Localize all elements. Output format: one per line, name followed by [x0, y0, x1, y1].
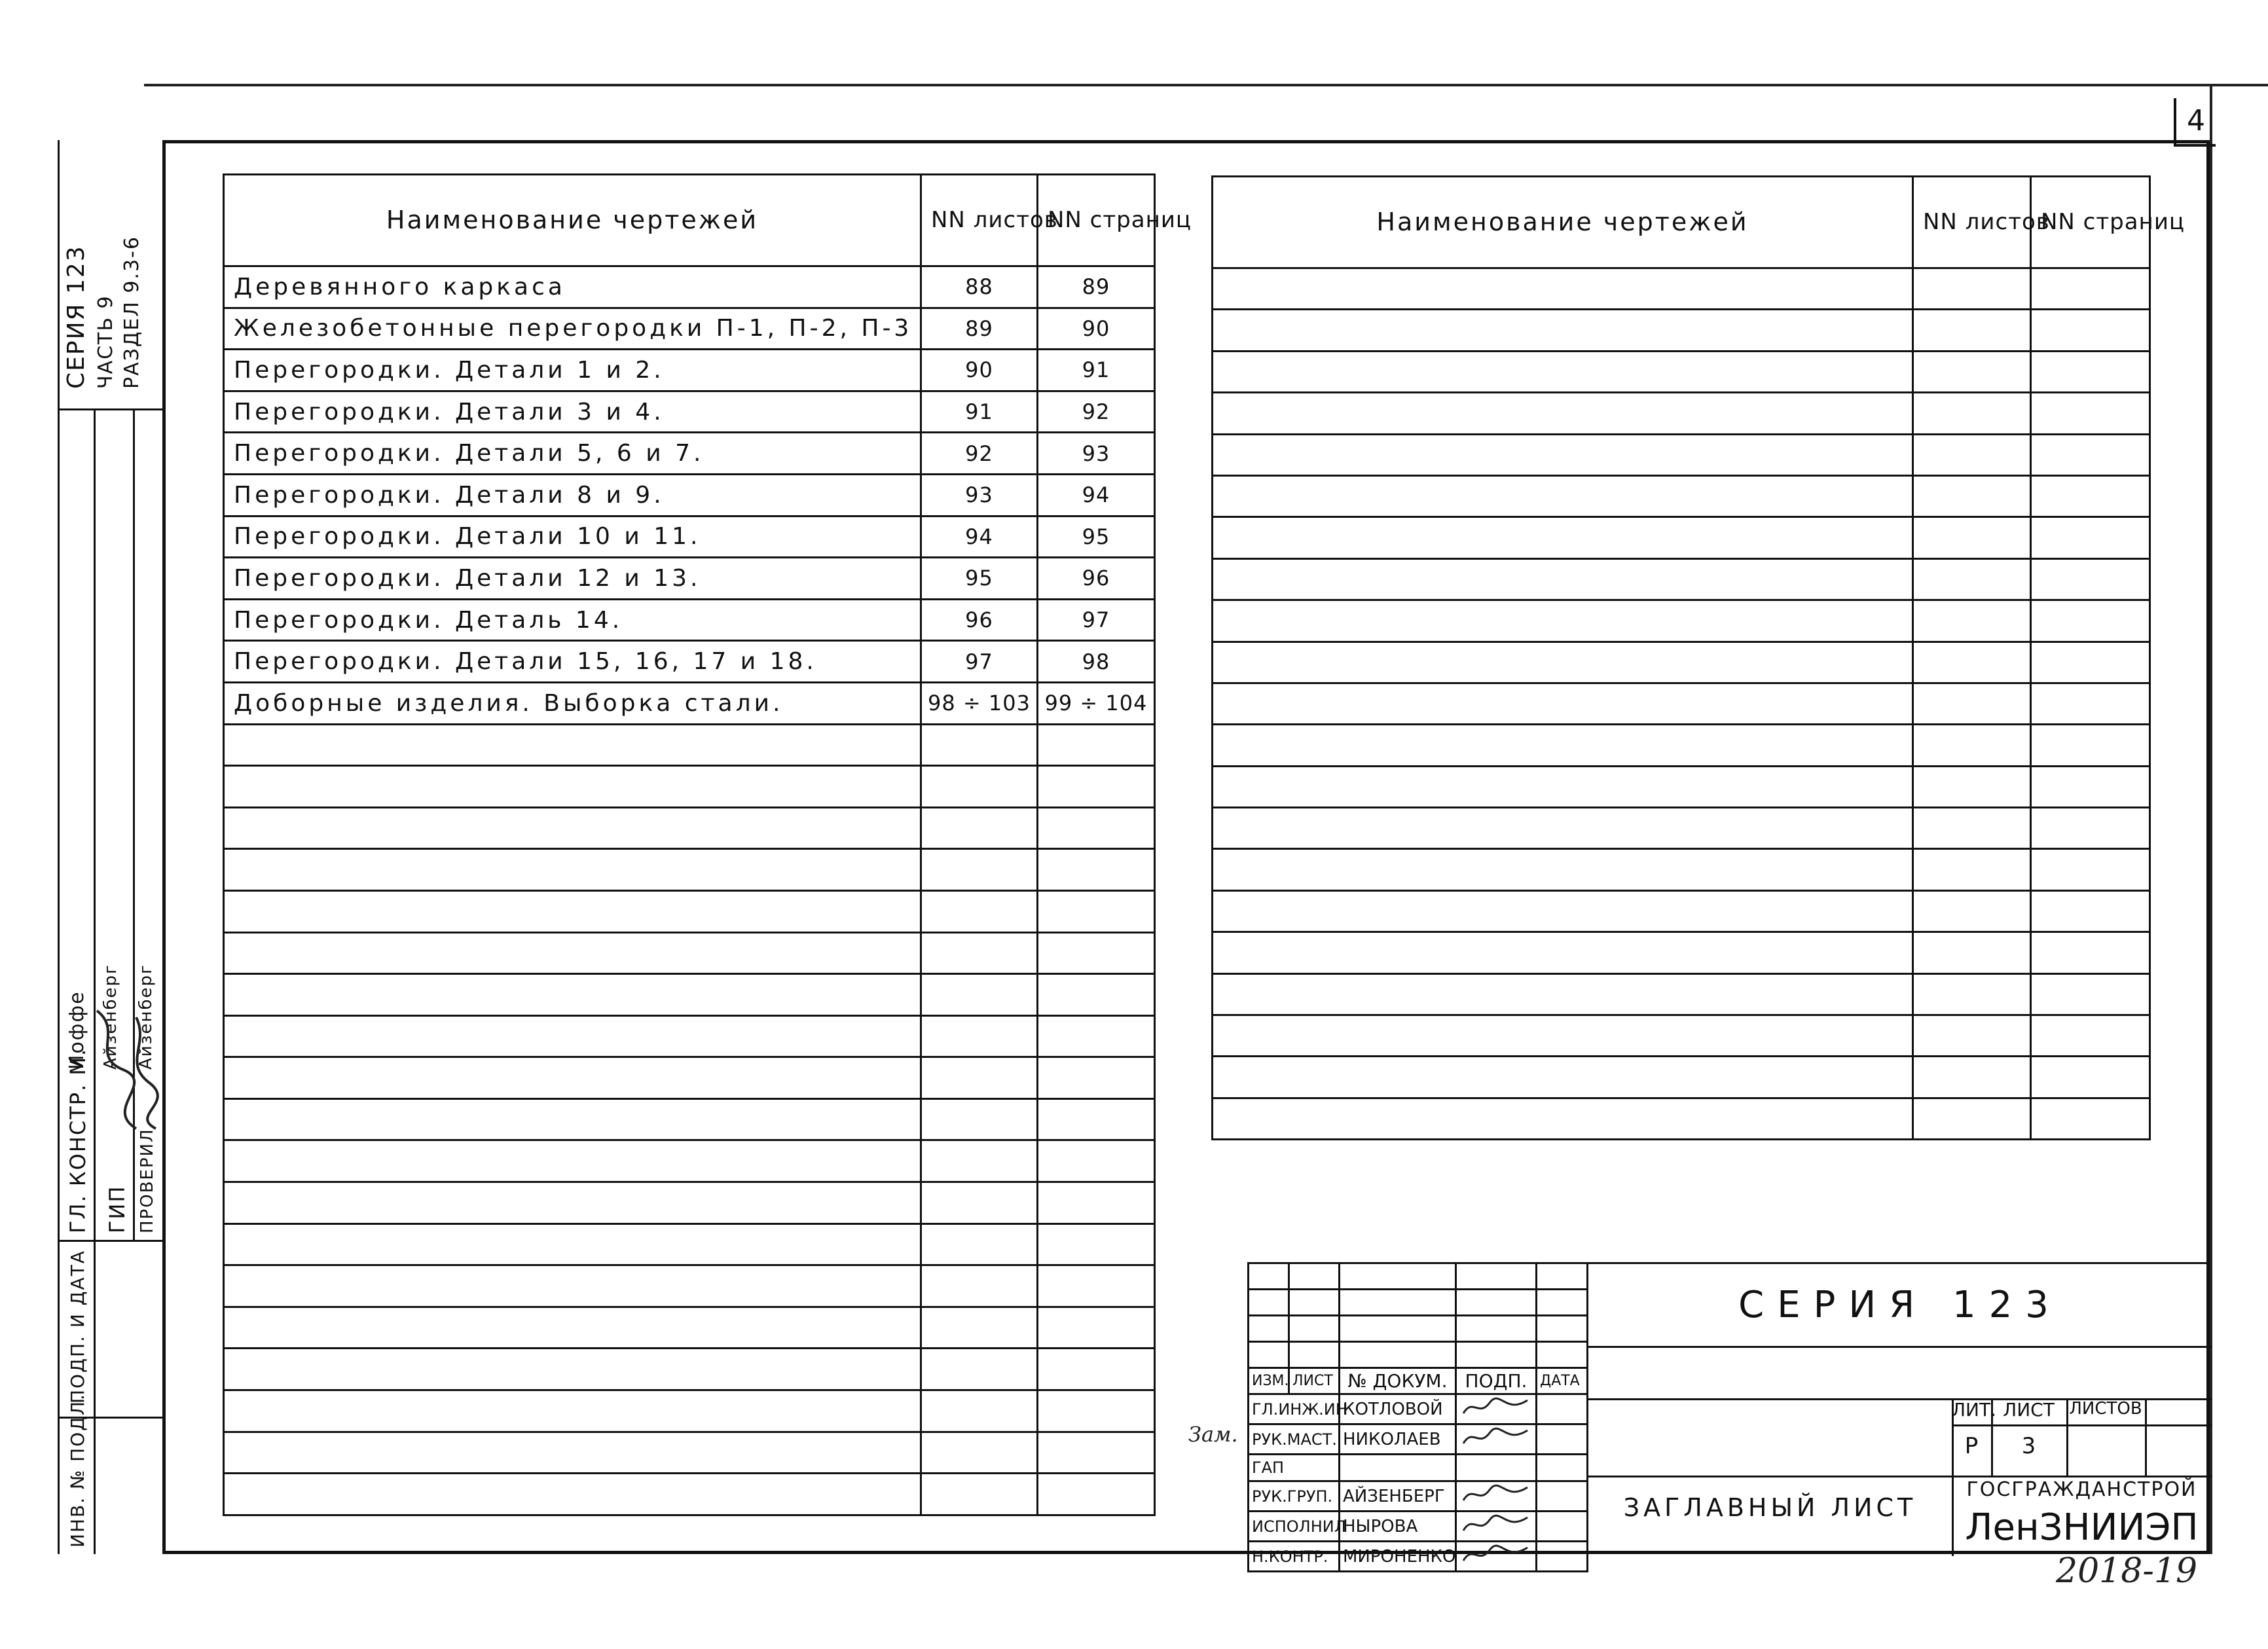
empty-cell	[1213, 683, 1913, 724]
cell-name	[224, 1223, 921, 1265]
table-row	[1213, 351, 2150, 392]
cell-name: Перегородки. Детали 12 и 13.	[224, 558, 921, 600]
cell-pages	[1038, 849, 1155, 891]
cell-pages: 90	[1038, 308, 1155, 350]
empty-cell	[2031, 351, 2150, 392]
table-row	[1213, 849, 2150, 890]
empty-cell	[2031, 1098, 2150, 1139]
col-doc: № ДОКУМ.	[1340, 1368, 1456, 1394]
document-code: 2018-19	[2056, 1551, 2198, 1591]
empty-cell	[1913, 725, 2031, 766]
list-value: 3	[2021, 1433, 2036, 1459]
cell-pages	[1038, 1223, 1155, 1265]
header-sheets: NN листов	[921, 175, 1038, 266]
cell-sheets	[921, 849, 1038, 891]
empty-cell	[1913, 766, 2031, 807]
cell-name: Перегородки. Детали 8 и 9.	[224, 474, 921, 516]
table-row	[224, 1432, 1155, 1474]
empty-cell	[2031, 973, 2150, 1015]
cell-sheets	[921, 1474, 1038, 1515]
table-row	[224, 1223, 1155, 1265]
cell-sheets	[921, 1140, 1038, 1182]
table-row	[1213, 1098, 2150, 1139]
empty-cell	[2031, 517, 2150, 558]
side-name-3: Айзенберг	[136, 964, 156, 1070]
table-row	[224, 974, 1155, 1016]
cell-pages: 97	[1038, 599, 1155, 641]
cell-name	[224, 1349, 921, 1390]
date-cell	[1537, 1424, 1588, 1455]
table-row	[224, 1140, 1155, 1182]
cell-name: Перегородки. Детали 1 и 2.	[224, 350, 921, 391]
header-pages: NN страниц	[2031, 177, 2150, 268]
empty-cell	[1213, 1057, 1913, 1098]
signatory-role: РУК.МАСТ.	[1249, 1424, 1340, 1455]
table-row	[224, 682, 1155, 724]
cell-pages	[1038, 1140, 1155, 1182]
listov-label: ЛИСТОВ	[2069, 1399, 2142, 1419]
empty-cell	[1213, 808, 1913, 849]
empty-cell	[2031, 600, 2150, 642]
table-row	[1213, 434, 2150, 475]
list-label: ЛИСТ	[2003, 1399, 2055, 1421]
header-name: Наименование чертежей	[224, 175, 921, 266]
cell-name	[224, 1182, 921, 1224]
cell-sheets: 98 ÷ 103	[921, 682, 1038, 724]
table-row	[1213, 808, 2150, 849]
cell-pages: 94	[1038, 474, 1155, 516]
cell-sheets	[921, 807, 1038, 849]
cell-name: Железобетонные перегородки П-1, П-2, П-3	[224, 308, 921, 350]
cell-name	[224, 1265, 921, 1307]
cell-name	[224, 849, 921, 891]
empty-cell	[2031, 766, 2150, 807]
side-stamp	[58, 140, 162, 1554]
table-row	[1213, 890, 2150, 932]
signature-cell	[1456, 1424, 1537, 1455]
table-row	[1213, 642, 2150, 683]
empty-cell	[2031, 932, 2150, 973]
empty-cell	[1913, 642, 2031, 683]
signatory-name	[1340, 1455, 1456, 1481]
top-border-line	[144, 84, 2268, 86]
cell-pages	[1038, 1057, 1155, 1099]
cell-pages: 95	[1038, 516, 1155, 558]
empty-cell	[2031, 725, 2150, 766]
cell-pages	[1038, 1015, 1155, 1057]
signature-cell	[1456, 1481, 1537, 1512]
table-row	[224, 1307, 1155, 1349]
right-border-line	[2210, 84, 2212, 1554]
table-row	[1213, 600, 2150, 642]
side-series: СЕРИЯ 123	[63, 245, 90, 389]
empty-cell	[1913, 890, 2031, 932]
cell-pages: 89	[1038, 266, 1155, 308]
empty-cell	[1213, 517, 1913, 558]
table-row	[1213, 268, 2150, 310]
side-part: ЧАСТЬ 9	[94, 295, 117, 389]
table-row	[1213, 517, 2150, 558]
cell-sheets	[921, 1182, 1038, 1224]
cell-sheets	[921, 724, 1038, 766]
cell-name	[224, 1307, 921, 1349]
cell-sheets	[921, 890, 1038, 932]
header-name: Наименование чертежей	[1213, 177, 1913, 268]
empty-cell	[1913, 600, 2031, 642]
signature-cell	[1456, 1512, 1537, 1542]
cell-pages: 98	[1038, 641, 1155, 683]
side-note: Зам.	[1188, 1422, 1238, 1447]
table-row	[1213, 932, 2150, 973]
empty-cell	[2031, 268, 2150, 310]
cell-sheets: 90	[921, 350, 1038, 391]
signatory-role: ГЛ.ИНЖ.ИН	[1249, 1394, 1340, 1424]
table-row	[224, 350, 1155, 391]
table-row	[1213, 558, 2150, 600]
empty-cell	[2031, 393, 2150, 434]
col-izm: ИЗМ.	[1249, 1368, 1289, 1394]
cell-pages	[1038, 1390, 1155, 1432]
empty-cell	[1913, 973, 2031, 1015]
cell-name: Перегородки. Детали 15, 16, 17 и 18.	[224, 641, 921, 683]
revision-table	[1247, 1262, 1588, 1572]
empty-cell	[1213, 766, 1913, 807]
org-name-1: ГОСГРАЖДАНСТРОЙ	[1966, 1478, 2197, 1501]
left-drawings-table	[223, 173, 1192, 1516]
table-row	[1213, 973, 2150, 1015]
signatory-name: НЫРОВА	[1340, 1512, 1456, 1542]
cell-sheets	[921, 1057, 1038, 1099]
side-inv-label: ИНВ. № ПОДЛ.	[67, 1393, 88, 1548]
cell-sheets: 92	[921, 433, 1038, 475]
empty-cell	[1213, 351, 1913, 392]
side-role-2: ГИП	[105, 1185, 130, 1233]
table-row	[224, 1015, 1155, 1057]
date-cell	[1537, 1542, 1588, 1572]
empty-cell	[1213, 310, 1913, 351]
signature-icon	[1459, 1425, 1531, 1449]
signature-icon	[1459, 1482, 1531, 1506]
cell-pages	[1038, 890, 1155, 932]
cell-name	[224, 807, 921, 849]
table-row	[224, 1057, 1155, 1099]
empty-cell	[1213, 393, 1913, 434]
empty-cell	[2031, 434, 2150, 475]
cell-pages	[1038, 1349, 1155, 1390]
table-row	[224, 558, 1155, 600]
empty-cell	[1913, 475, 2031, 516]
cell-pages	[1038, 1098, 1155, 1140]
table-row	[224, 807, 1155, 849]
title-block	[1247, 1262, 2210, 1567]
cell-pages: 92	[1038, 391, 1155, 433]
table-row	[224, 1265, 1155, 1307]
cell-name	[224, 932, 921, 974]
signatory-row	[1249, 1455, 1588, 1481]
lit-value: Р	[1964, 1433, 1979, 1459]
empty-cell	[1213, 642, 1913, 683]
signatory-row	[1249, 1424, 1588, 1455]
date-cell	[1537, 1481, 1588, 1512]
table-row	[1213, 1015, 2150, 1057]
table-row	[224, 1098, 1155, 1140]
cell-name	[224, 1390, 921, 1432]
empty-cell	[2031, 558, 2150, 600]
empty-cell	[2031, 310, 2150, 351]
cell-sheets	[921, 932, 1038, 974]
cell-pages	[1038, 932, 1155, 974]
empty-cell	[1213, 890, 1913, 932]
right-drawings-table	[1211, 175, 2186, 1140]
side-name-1: Иоффе	[65, 990, 88, 1070]
table-row	[224, 599, 1155, 641]
empty-cell	[1913, 393, 2031, 434]
table-row	[1213, 393, 2150, 434]
cell-pages: 99 ÷ 104	[1038, 682, 1155, 724]
table-row	[224, 391, 1155, 433]
side-name-2: Айзенберг	[101, 964, 120, 1070]
signatory-row	[1249, 1542, 1588, 1572]
side-role-1: ГЛ. КОНСТР. М.	[65, 1047, 90, 1233]
table-row	[224, 516, 1155, 558]
cell-pages	[1038, 724, 1155, 766]
cell-name	[224, 1432, 921, 1474]
empty-cell	[1213, 725, 1913, 766]
cell-sheets	[921, 974, 1038, 1016]
cell-sheets	[921, 1307, 1038, 1349]
signatory-name: НИКОЛАЕВ	[1340, 1424, 1456, 1455]
empty-cell	[1213, 1015, 1913, 1057]
empty-cell	[1913, 351, 2031, 392]
cell-sheets	[921, 766, 1038, 808]
cell-sheets: 91	[921, 391, 1038, 433]
side-section: РАЗДЕЛ 9.3-6	[120, 236, 143, 389]
empty-cell	[1913, 310, 2031, 351]
empty-cell	[1913, 808, 2031, 849]
cell-name	[224, 1098, 921, 1140]
empty-cell	[1913, 517, 2031, 558]
cell-sheets	[921, 1432, 1038, 1474]
empty-cell	[1213, 932, 1913, 973]
sheet-title: ЗАГЛАВНЫЙ ЛИСТ	[1623, 1493, 1917, 1522]
cell-sheets: 94	[921, 516, 1038, 558]
cell-pages: 93	[1038, 433, 1155, 475]
title-series: СЕРИЯ 123	[1738, 1284, 2062, 1326]
empty-cell	[1913, 1015, 2031, 1057]
cell-name	[224, 974, 921, 1016]
side-signatures	[84, 1004, 162, 1135]
title-block-main	[1586, 1262, 2210, 1554]
empty-cell	[1213, 600, 1913, 642]
org-name-2: ЛенЗНИИЭП	[1965, 1506, 2199, 1549]
cell-name	[224, 1015, 921, 1057]
signature-cell	[1456, 1455, 1537, 1481]
date-cell	[1537, 1394, 1588, 1424]
cell-sheets	[921, 1390, 1038, 1432]
cell-sheets	[921, 1223, 1038, 1265]
table-row	[224, 1349, 1155, 1390]
cell-pages: 91	[1038, 350, 1155, 391]
cell-sheets	[921, 1098, 1038, 1140]
table-row	[224, 266, 1155, 308]
cell-name	[224, 766, 921, 808]
signatory-name: МИРОНЕНКО	[1340, 1542, 1456, 1572]
side-role-3: ПРОВЕРИЛ	[137, 1128, 157, 1233]
cell-name	[224, 724, 921, 766]
signature-icon	[1459, 1395, 1531, 1419]
empty-cell	[1913, 849, 2031, 890]
signature-icon	[1459, 1512, 1531, 1536]
lit-label: ЛИТ.	[1952, 1399, 1997, 1421]
side-sign-date-label: ПОДП. И ДАТА	[67, 1250, 88, 1404]
cell-pages	[1038, 1265, 1155, 1307]
table-row	[224, 932, 1155, 974]
cell-pages	[1038, 1474, 1155, 1515]
col-sign: ПОДП.	[1456, 1368, 1537, 1394]
table-row	[1213, 766, 2150, 807]
table-row	[1213, 310, 2150, 351]
cell-name: Перегородки. Детали 5, 6 и 7.	[224, 433, 921, 475]
table-row	[1213, 475, 2150, 516]
cell-name: Перегородки. Деталь 14.	[224, 599, 921, 641]
signatory-role: ИСПОЛНИЛ	[1249, 1512, 1340, 1542]
date-cell	[1537, 1512, 1588, 1542]
table-row	[224, 433, 1155, 475]
signature-icon	[1459, 1542, 1531, 1566]
signatory-name: АЙЗЕНБЕРГ	[1340, 1481, 1456, 1512]
table-row	[224, 1390, 1155, 1432]
empty-cell	[2031, 642, 2150, 683]
cell-pages	[1038, 1307, 1155, 1349]
empty-cell	[1913, 932, 2031, 973]
cell-sheets: 93	[921, 474, 1038, 516]
empty-cell	[1913, 1098, 2031, 1139]
empty-cell	[1213, 475, 1913, 516]
table-row	[224, 724, 1155, 766]
cell-pages	[1038, 766, 1155, 808]
signatory-row	[1249, 1394, 1588, 1424]
cell-sheets	[921, 1349, 1038, 1390]
table-row	[224, 1474, 1155, 1515]
cell-name	[224, 890, 921, 932]
signatory-role: РУК.ГРУП.	[1249, 1481, 1340, 1512]
table-row	[224, 890, 1155, 932]
cell-name: Перегородки. Детали 3 и 4.	[224, 391, 921, 433]
cell-name	[224, 1474, 921, 1515]
header-pages: NN страниц	[1038, 175, 1155, 266]
empty-cell	[2031, 808, 2150, 849]
empty-cell	[2031, 475, 2150, 516]
empty-cell	[2031, 1057, 2150, 1098]
signatory-name: КОТЛОВОЙ	[1340, 1394, 1456, 1424]
empty-cell	[1213, 849, 1913, 890]
cell-pages: 96	[1038, 558, 1155, 600]
signatory-row	[1249, 1512, 1588, 1542]
cell-pages	[1038, 1432, 1155, 1474]
table-row	[224, 641, 1155, 683]
empty-cell	[1213, 973, 1913, 1015]
cell-pages	[1038, 974, 1155, 1016]
cell-sheets: 95	[921, 558, 1038, 600]
table-row	[224, 766, 1155, 808]
cell-pages	[1038, 1182, 1155, 1224]
signatory-role: ГАП	[1249, 1455, 1340, 1481]
empty-cell	[2031, 890, 2150, 932]
signatory-role: Н.КОНТР.	[1249, 1542, 1340, 1572]
cell-name	[224, 1057, 921, 1099]
signature-cell	[1456, 1394, 1537, 1424]
table-row	[1213, 725, 2150, 766]
empty-cell	[2031, 683, 2150, 724]
cell-sheets: 97	[921, 641, 1038, 683]
sheet-number: 4	[2174, 98, 2216, 147]
col-date: ДАТА	[1537, 1368, 1588, 1394]
col-list: ЛИСТ	[1289, 1368, 1340, 1394]
table-row	[1213, 683, 2150, 724]
cell-sheets: 96	[921, 599, 1038, 641]
empty-cell	[1213, 1098, 1913, 1139]
signature-cell	[1456, 1542, 1537, 1572]
cell-sheets	[921, 1015, 1038, 1057]
cell-sheets	[921, 1265, 1038, 1307]
empty-cell	[1213, 558, 1913, 600]
table-row	[224, 474, 1155, 516]
signatory-row	[1249, 1481, 1588, 1512]
table-row	[224, 849, 1155, 891]
empty-cell	[2031, 1015, 2150, 1057]
header-sheets: NN листов	[1913, 177, 2031, 268]
cell-name: Деревянного каркаса	[224, 266, 921, 308]
cell-pages	[1038, 807, 1155, 849]
empty-cell	[1913, 434, 2031, 475]
empty-cell	[1213, 434, 1913, 475]
empty-cell	[2031, 849, 2150, 890]
empty-cell	[1913, 558, 2031, 600]
empty-cell	[1213, 268, 1913, 310]
cell-name	[224, 1140, 921, 1182]
date-cell	[1537, 1455, 1588, 1481]
cell-sheets: 89	[921, 308, 1038, 350]
empty-cell	[1913, 268, 2031, 310]
cell-name: Перегородки. Детали 10 и 11.	[224, 516, 921, 558]
table-row	[224, 308, 1155, 350]
table-row	[224, 1182, 1155, 1224]
empty-cell	[1913, 683, 2031, 724]
table-row	[1213, 1057, 2150, 1098]
empty-cell	[1913, 1057, 2031, 1098]
cell-name: Доборные изделия. Выборка стали.	[224, 682, 921, 724]
cell-sheets: 88	[921, 266, 1038, 308]
